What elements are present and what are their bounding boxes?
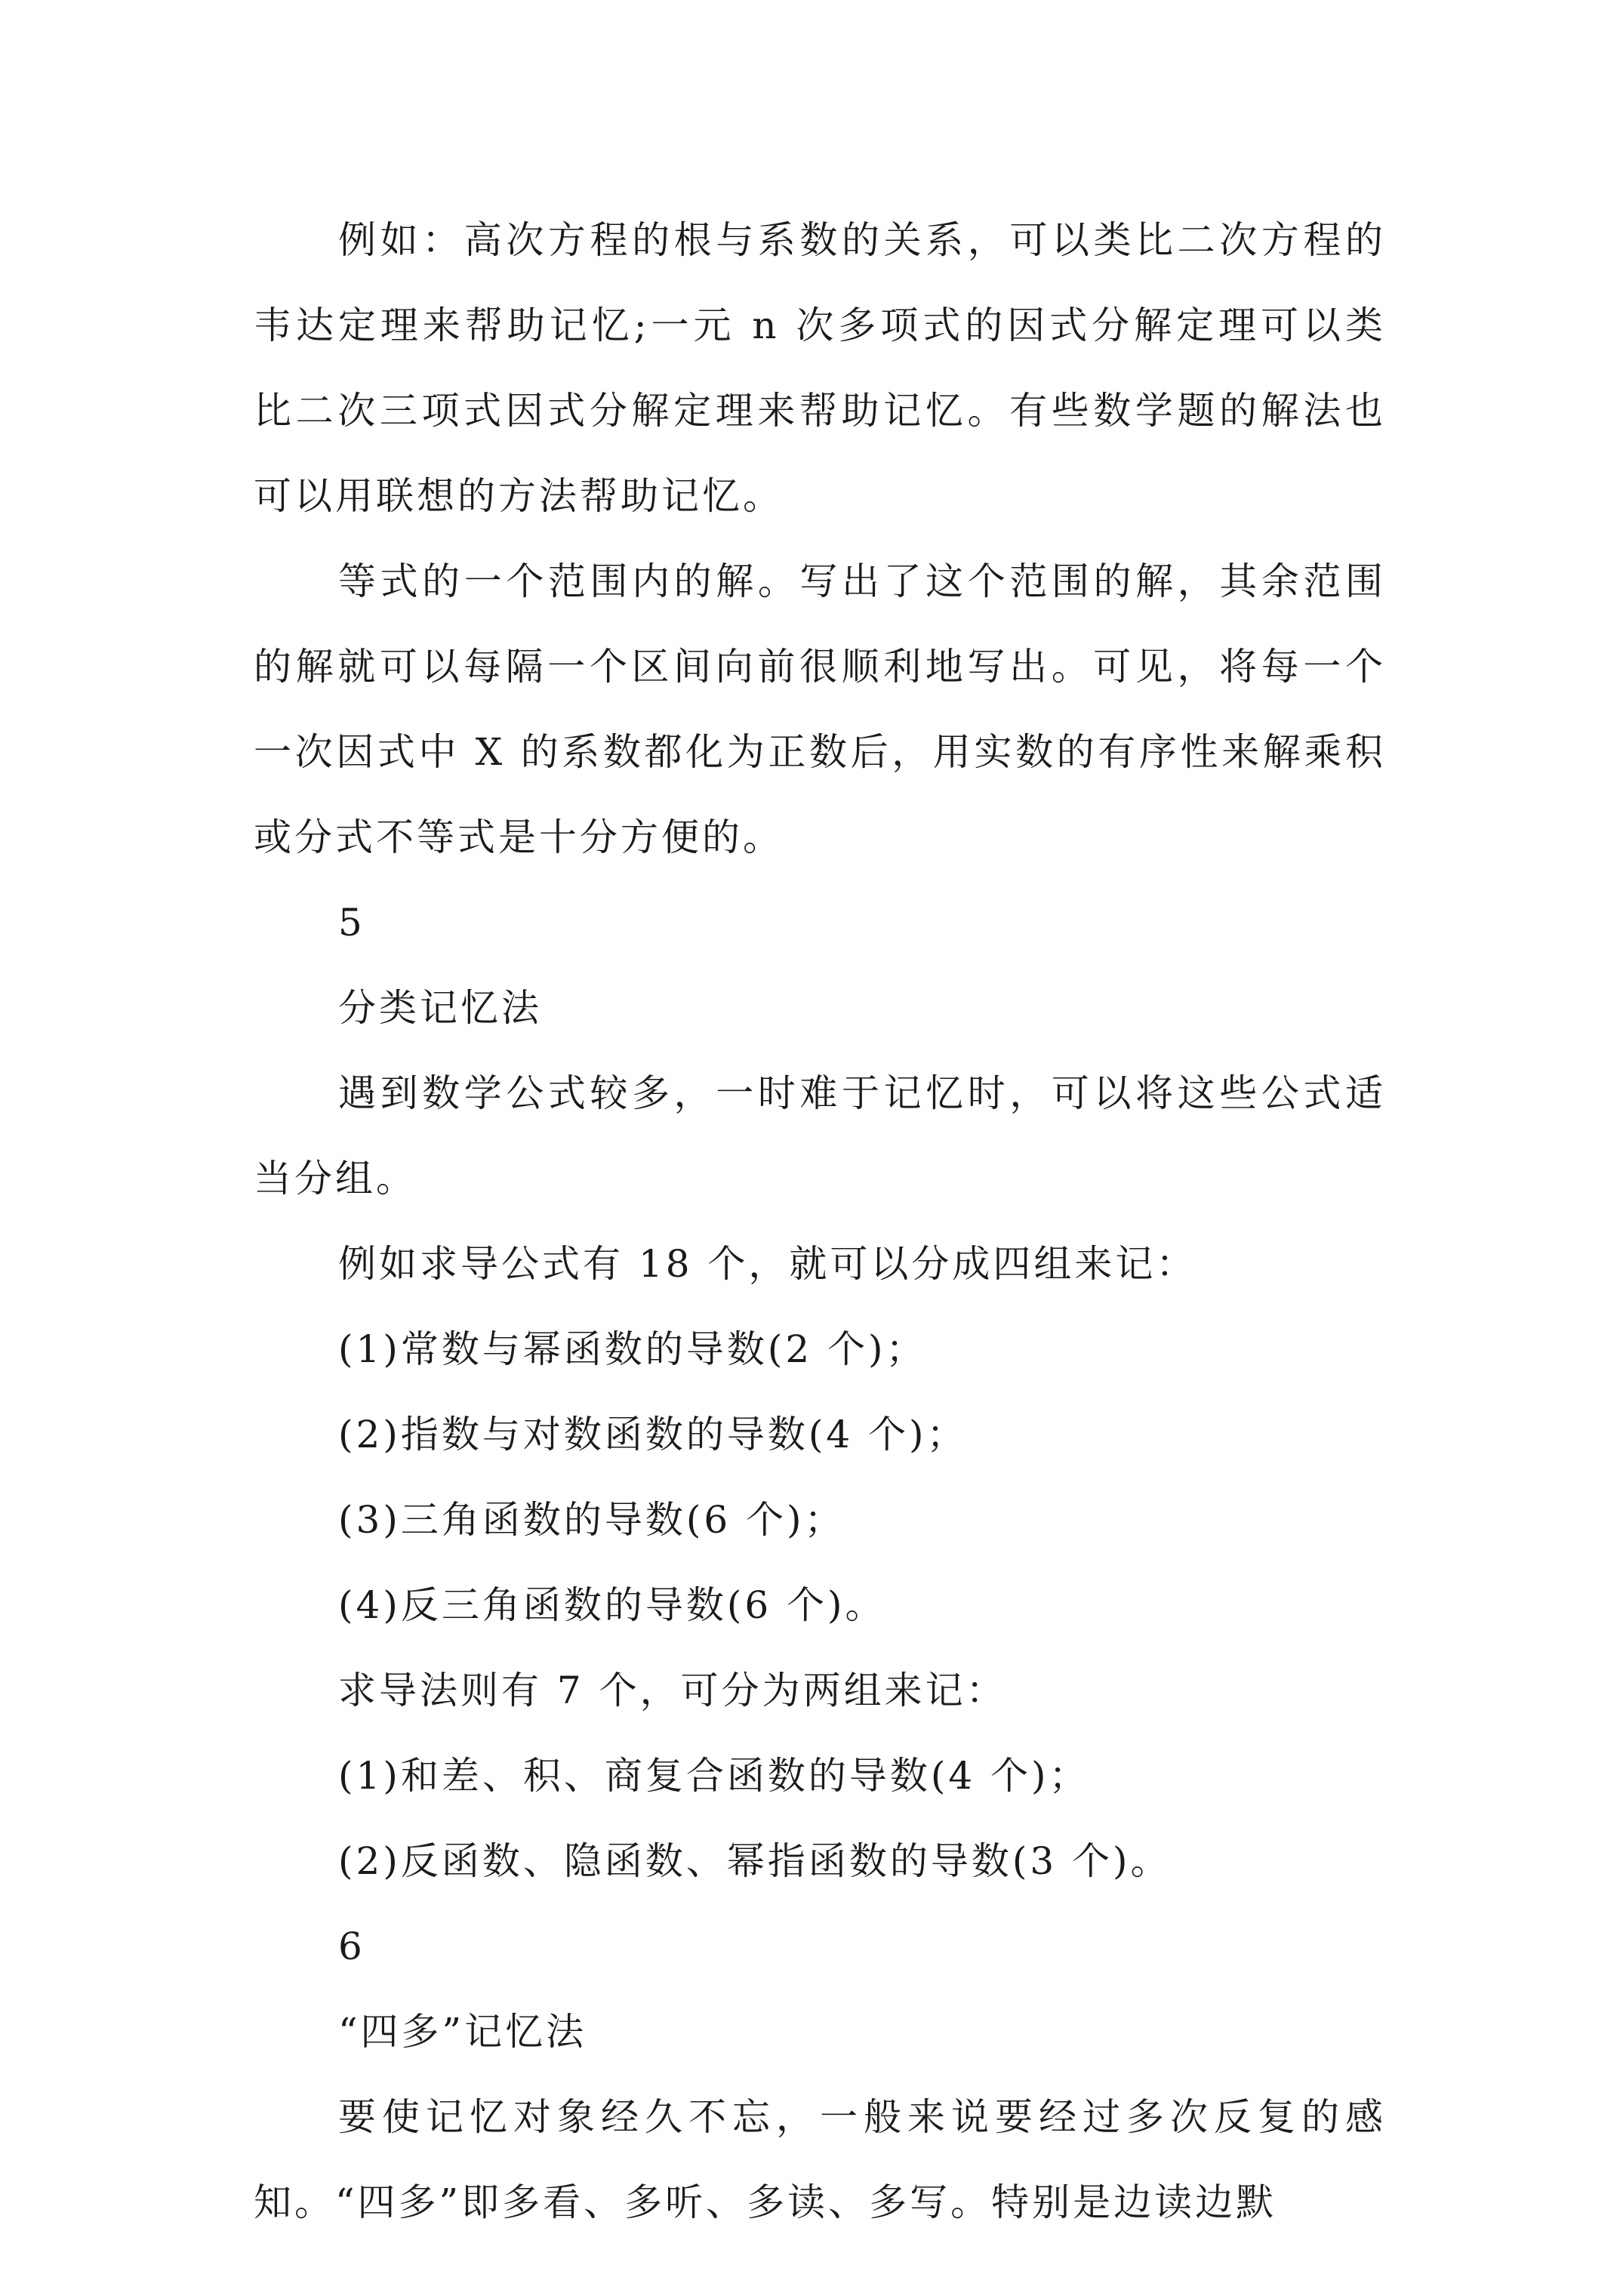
section-number-6: 6 — [338, 1925, 365, 1968]
list-item-derivative-group-3: (3)三角函数的导数(6 个)； — [338, 1498, 845, 1542]
paragraph-derivative-rules-intro: 求导法则有 7 个，可分为两组来记： — [338, 1669, 1007, 1712]
section-heading-classification-memory: 分类记忆法 — [338, 986, 542, 1030]
list-item-rule-group-1: (1)和差、积、商复合函数的导数(4 个)； — [338, 1754, 1090, 1798]
section-heading-four-more-memory: “四多”记忆法 — [338, 2010, 587, 2054]
section-number-5: 5 — [338, 901, 365, 945]
paragraph-four-more-description: 要使记忆对象经久不忘，一般来说要经过多次反复的感知。“四多”即多看、多听、多读、多写。特别是边读边默 — [254, 2095, 1386, 2224]
document-body — [254, 198, 1386, 2245]
list-item-derivative-group-2: (2)指数与对数函数的导数(4 个)； — [338, 1413, 968, 1456]
list-item-derivative-group-4: (4)反三角函数的导数(6 个)。 — [338, 1583, 886, 1627]
paragraph-derivative-formulas-intro: 例如求导公式有 18 个，就可以分成四组来记： — [338, 1242, 1197, 1286]
paragraph-analogy-example: 例如：高次方程的根与系数的关系，可以类比二次方程的韦达定理来帮助记忆;一元 n 次多项式的因式分解定理可以类比二次三项式因式分解定理来帮助记忆。有些数学题的解法也可以用联想的方法帮助记忆。 — [254, 218, 1386, 518]
list-item-rule-group-2: (2)反函数、隐函数、幂指函数的导数(3 个)。 — [338, 1839, 1172, 1883]
list-item-derivative-group-1: (1)常数与幂函数的导数(2 个)； — [338, 1327, 927, 1371]
paragraph-inequality-solution: 等式的一个范围内的解。写出了这个范围的解，其余范围的解就可以每隔一个区间向前很顺利地写出。可见，将每一个一次因式中 X 的系数都化为正数后，用实数的有序性来解乘积或分式不等式是十分方便的。 — [254, 559, 1386, 859]
paragraph-grouping-formulas: 遇到数学公式较多，一时难于记忆时，可以将这些公式适当分组。 — [254, 1071, 1386, 1200]
